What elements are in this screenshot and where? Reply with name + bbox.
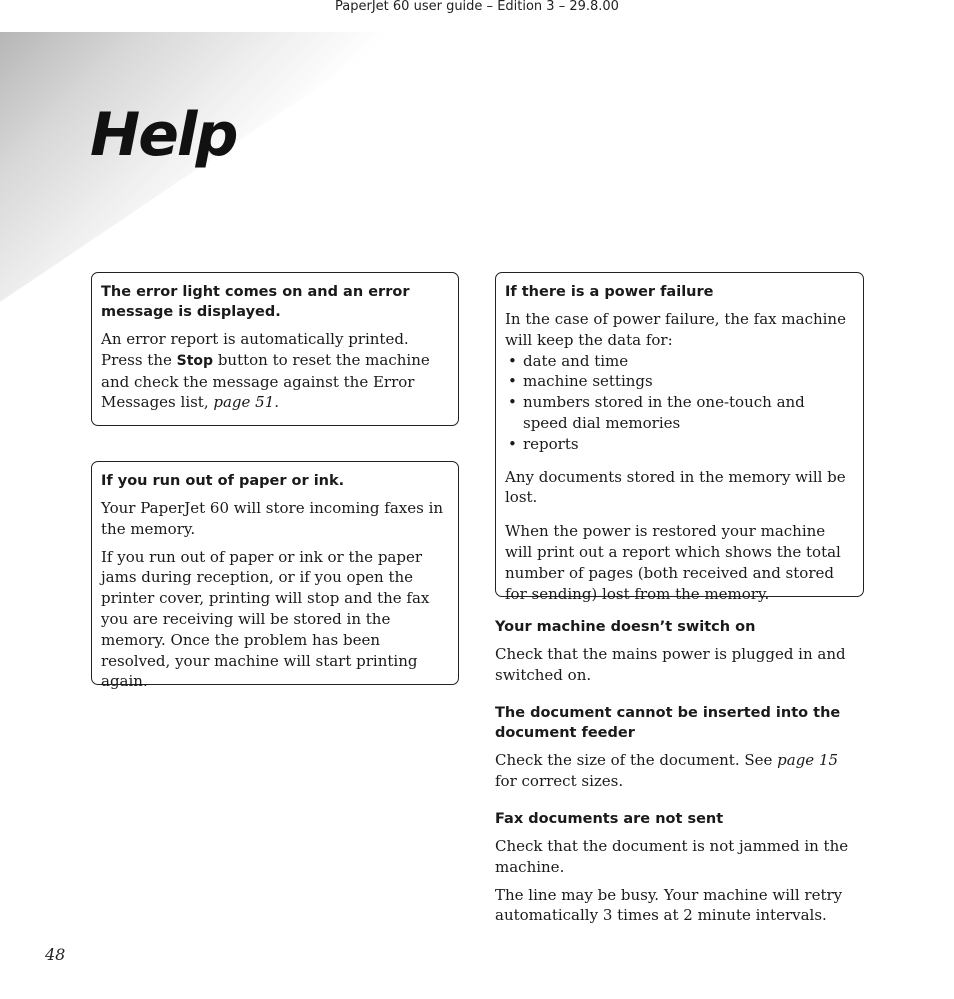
- switch-on-section: [495, 617, 855, 686]
- running-header: PaperJet 60 user guide – Edition 3 – 29.8.00: [335, 0, 619, 14]
- error-light-box: [91, 272, 459, 426]
- page-number: 48: [45, 945, 66, 964]
- switch-on-text: Check that the mains power is plugged in and switched on.: [495, 645, 846, 684]
- power-failure-box: [495, 272, 864, 603]
- list-item: • machine settings: [505, 371, 854, 392]
- power-failure-restore-note: When the power is restored your machine will print out a report which shows the total number of pages (both received and stored for sending) lost from the memory.: [505, 522, 841, 603]
- page-51-reference: page 51: [213, 393, 275, 412]
- out-of-paper-heading: If you run out of paper or ink.: [101, 473, 345, 489]
- feeder-heading: The document cannot be inserted into the document feeder: [495, 705, 841, 741]
- retained-data-list: [505, 351, 854, 455]
- error-light-heading: The error light comes on and an error message is displayed.: [101, 284, 410, 320]
- power-failure-heading: If there is a power failure: [505, 284, 714, 300]
- page-title: Help: [90, 100, 237, 170]
- not-sent-text-2: The line may be busy. Your machine will retry automatically 3 times at 2 minute intervals.: [495, 885, 843, 925]
- error-light-text: An error report is automatically printed. Press the Stop button to reset the machine and check the message against the Error Messages list, page 51.: [101, 330, 430, 412]
- power-failure-lost-note: Any documents stored in the memory will be lost.: [505, 467, 846, 507]
- list-item: • numbers stored in the one-touch and speed dial memories: [505, 392, 854, 434]
- feeder-text: Check the size of the document. See page 15 for correct sizes.: [495, 751, 839, 790]
- not-sent-text-1: Check that the document is not jammed in the machine.: [495, 837, 849, 876]
- out-of-paper-text-1: Your PaperJet 60 will store incoming faxes in the memory.: [101, 499, 444, 538]
- switch-on-heading: Your machine doesn’t switch on: [495, 619, 756, 635]
- not-sent-section: [495, 809, 855, 926]
- power-failure-intro: In the case of power failure, the fax machine will keep the data for:: [505, 310, 846, 349]
- list-item: • reports: [505, 434, 854, 455]
- out-of-paper-text-2: If you run out of paper or ink or the paper jams during reception, or if you open the printer cover, printing will stop and the fax you are receiving will be stored in the memory. Once the problem has been resolved, your machine will start printing again.: [101, 547, 430, 691]
- stop-button-label: Stop: [176, 352, 214, 369]
- not-sent-heading: Fax documents are not sent: [495, 811, 724, 827]
- feeder-section: [495, 703, 855, 792]
- list-item: • date and time: [505, 351, 854, 372]
- out-of-paper-box: [91, 461, 459, 691]
- page-15-reference: page 15: [777, 751, 839, 769]
